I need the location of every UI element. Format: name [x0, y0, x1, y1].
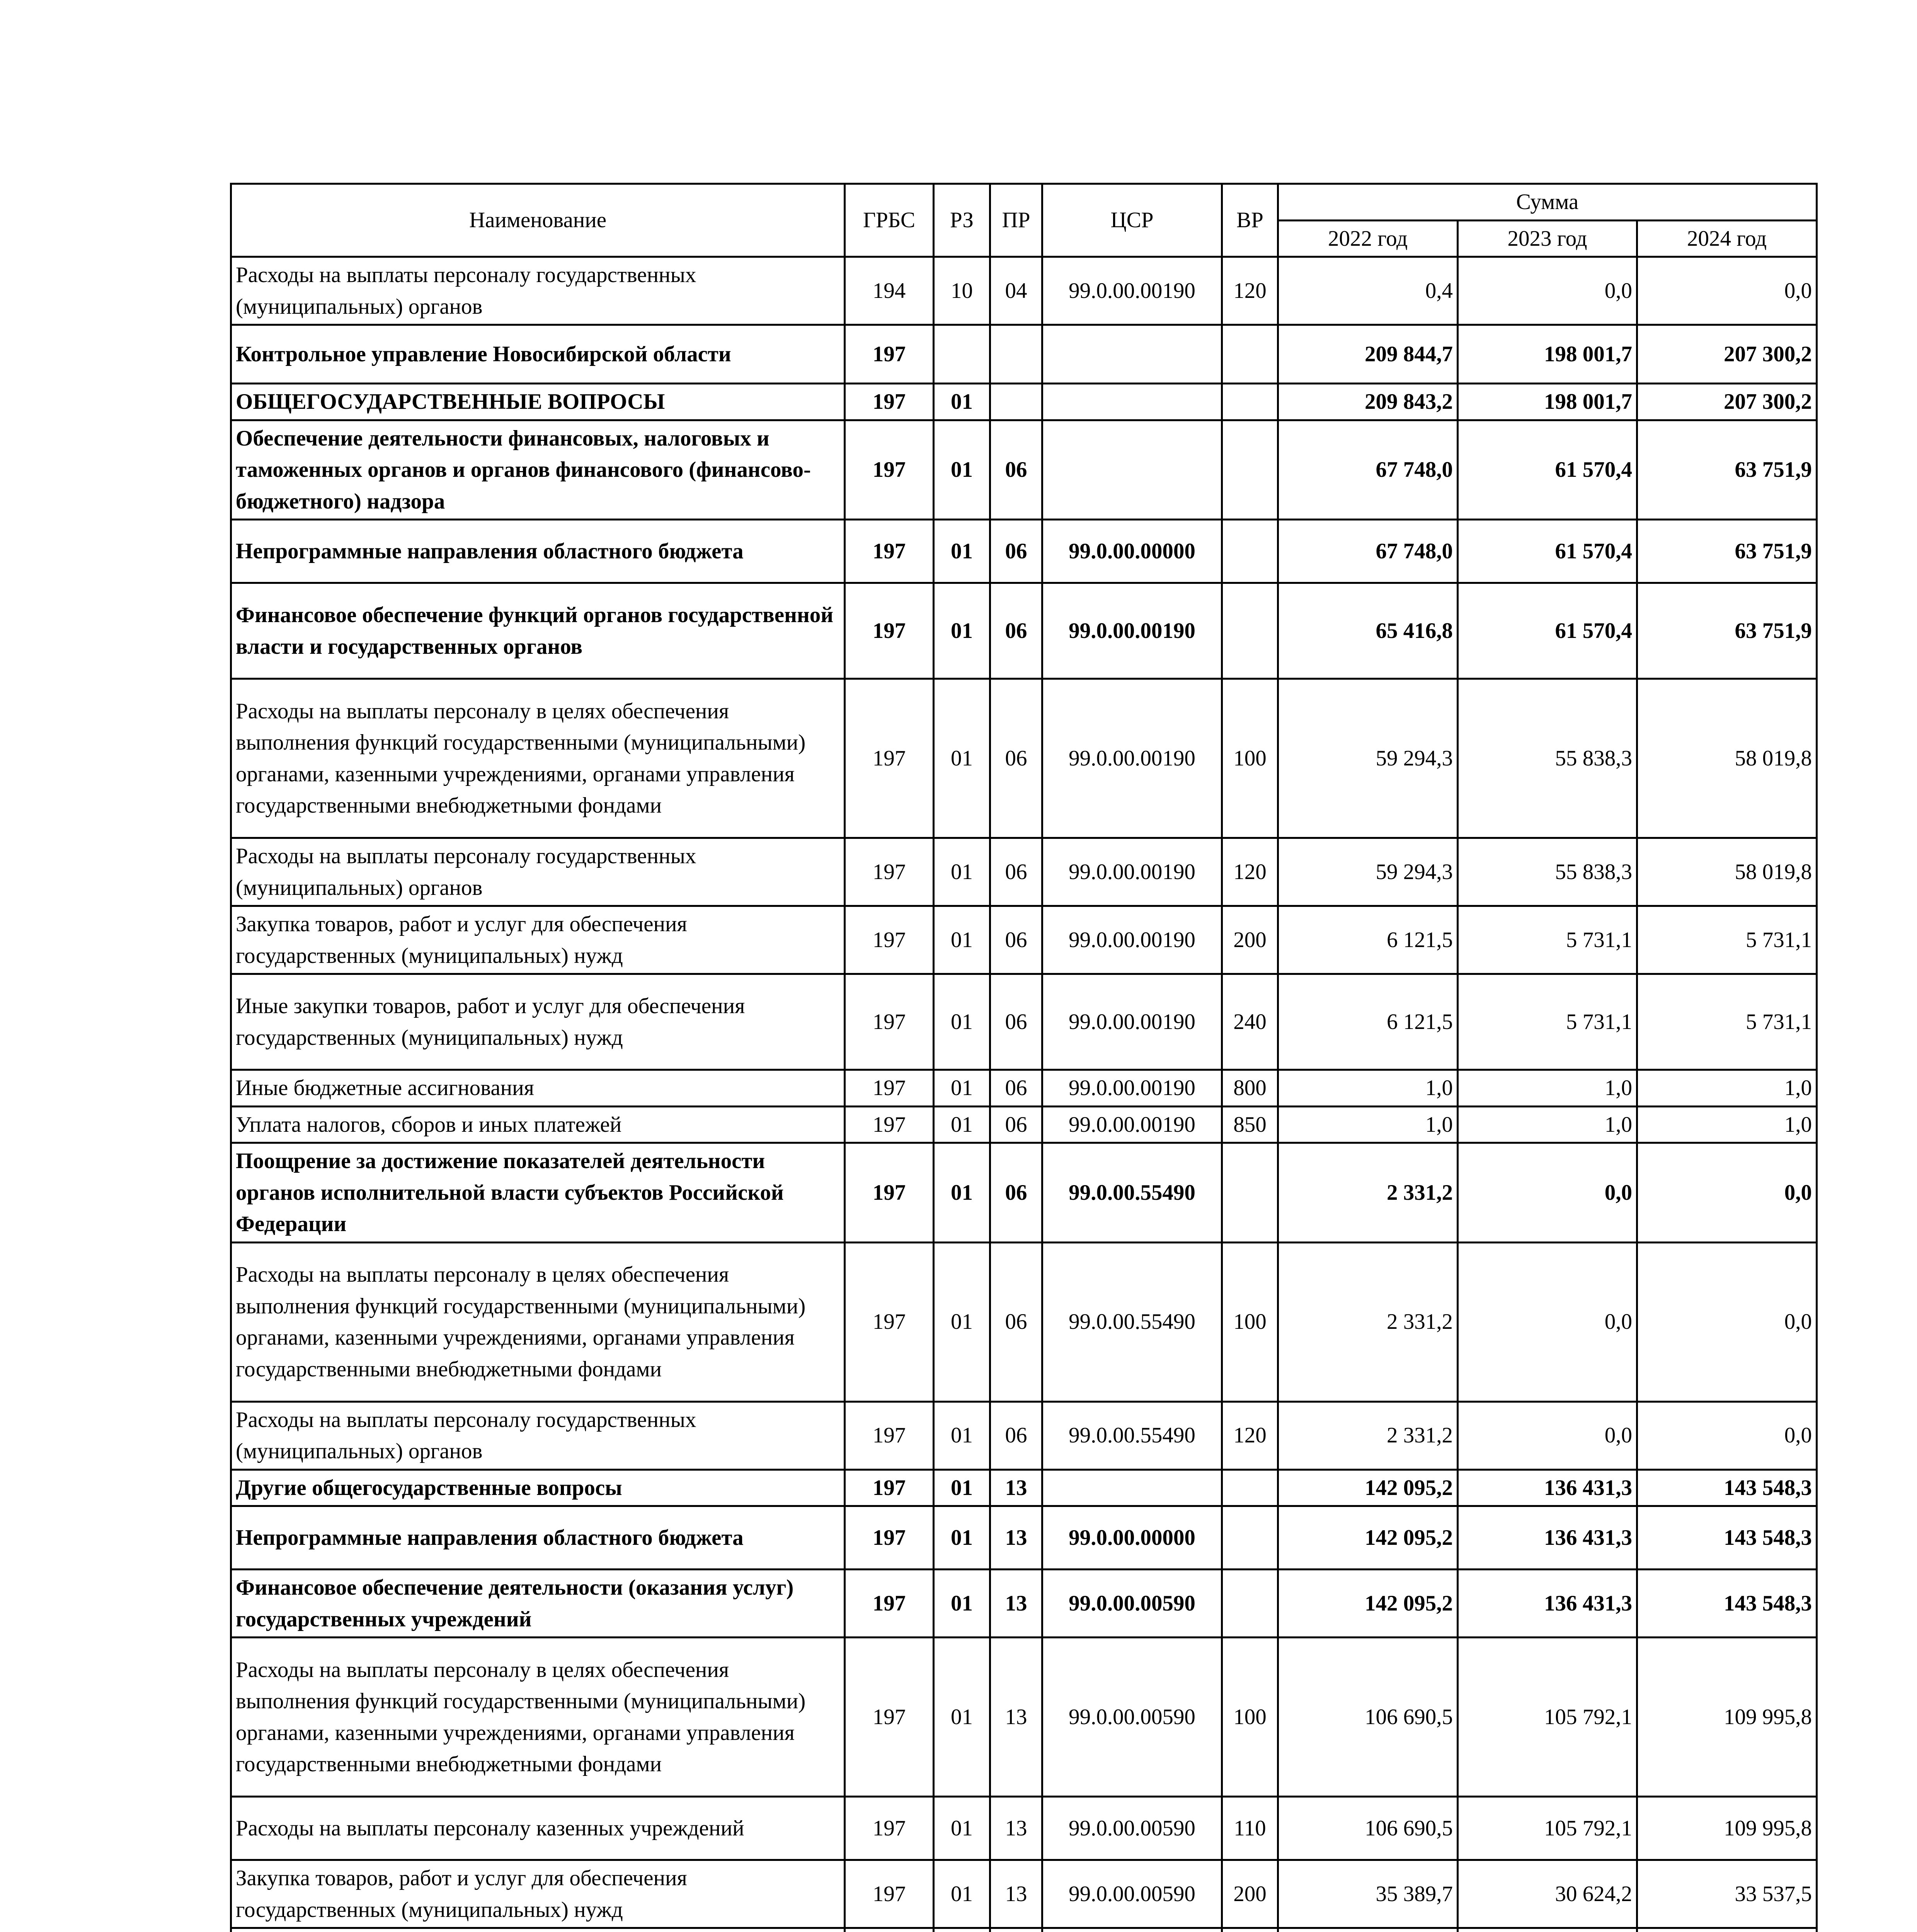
- cell-sum-2022: 106 690,5: [1278, 1638, 1458, 1797]
- cell-sum-2024: 0,0: [1637, 1143, 1817, 1243]
- cell-csr: 99.0.00.00190: [1042, 1106, 1222, 1143]
- cell-csr: 99.0.00.55490: [1042, 1143, 1222, 1243]
- header-rz: РЗ: [934, 184, 990, 257]
- cell-sum-2024: 58 019,8: [1637, 679, 1817, 838]
- cell-csr: 99.0.00.00590: [1042, 1570, 1222, 1638]
- cell-pr: 06: [990, 420, 1042, 520]
- cell-csr: 99.0.00.00590: [1042, 1860, 1222, 1928]
- cell-sum-2023: 0,0: [1458, 1242, 1637, 1401]
- cell-sum-2023: 61 570,4: [1458, 420, 1637, 520]
- cell-sum-2022: 2 331,2: [1278, 1401, 1458, 1469]
- cell-pr: 13: [990, 1797, 1042, 1860]
- cell-sum-2023: 198 001,7: [1458, 384, 1637, 420]
- cell-sum-2024: 207 300,2: [1637, 384, 1817, 420]
- cell-sum-2022: 2 331,2: [1278, 1143, 1458, 1243]
- cell-pr: 06: [990, 1242, 1042, 1401]
- cell-sum-2023: 136 431,3: [1458, 1570, 1637, 1638]
- cell-grbs: 194: [845, 257, 934, 325]
- table-row: [231, 1860, 1817, 1928]
- table-row: [231, 384, 1817, 420]
- cell-vr: [1222, 1143, 1278, 1243]
- cell-name: Закупка товаров, работ и услуг для обеспечения государственных (муниципальных) нужд: [231, 906, 845, 974]
- table-row: [231, 1928, 1817, 1932]
- cell-name: Расходы на выплаты персоналу государственных (муниципальных) органов: [231, 257, 845, 325]
- table-row: [231, 1070, 1817, 1107]
- cell-sum-2023: 136 431,3: [1458, 1506, 1637, 1570]
- cell-sum-2023: 0,0: [1458, 1143, 1637, 1243]
- table-row: [231, 1469, 1817, 1506]
- cell-name: Иные закупки товаров, работ и услуг для обеспечения государственных (муниципальных) нужд: [231, 974, 845, 1070]
- cell-grbs: 197: [845, 1401, 934, 1469]
- cell-grbs: 197: [845, 1570, 934, 1638]
- cell-sum-2024: 0,0: [1637, 1242, 1817, 1401]
- cell-rz: 01: [934, 1860, 990, 1928]
- cell-sum-2022: 6 121,5: [1278, 974, 1458, 1070]
- cell-name: [231, 1928, 845, 1932]
- cell-sum-2023: 1,0: [1458, 1106, 1637, 1143]
- cell-csr: [1042, 384, 1222, 420]
- cell-csr: 99.0.00.00000: [1042, 520, 1222, 583]
- cell-grbs: 197: [845, 974, 934, 1070]
- cell-name: Расходы на выплаты персоналу казенных учреждений: [231, 1797, 845, 1860]
- cell-rz: 01: [934, 1570, 990, 1638]
- cell-sum-2022: 106 690,5: [1278, 1797, 1458, 1860]
- cell-rz: [934, 1928, 990, 1932]
- cell-rz: 01: [934, 384, 990, 420]
- cell-rz: 01: [934, 1638, 990, 1797]
- cell-sum-2024: 0,0: [1637, 257, 1817, 325]
- table-row: [231, 257, 1817, 325]
- table-header: [231, 184, 1817, 257]
- table-row: [231, 1242, 1817, 1401]
- cell-grbs: 197: [845, 1506, 934, 1570]
- cell-rz: 01: [934, 1143, 990, 1243]
- header-csr: ЦСР: [1042, 184, 1222, 257]
- cell-rz: 01: [934, 906, 990, 974]
- cell-sum-2022: 6 121,5: [1278, 906, 1458, 974]
- cell-pr: [990, 384, 1042, 420]
- header-name: Наименование: [231, 184, 845, 257]
- cell-rz: 01: [934, 1106, 990, 1143]
- cell-vr: 200: [1222, 1860, 1278, 1928]
- cell-name: Расходы на выплаты персоналу в целях обеспечения выполнения функций государственными (муниципальными) органами, казенными учреждениями, органами управления государственными внебюджетными фондами: [231, 1638, 845, 1797]
- cell-name: Финансовое обеспечение функций органов государственной власти и государственных органов: [231, 583, 845, 679]
- cell-sum-2023: 55 838,3: [1458, 679, 1637, 838]
- cell-rz: 01: [934, 520, 990, 583]
- cell-grbs: 197: [845, 838, 934, 906]
- cell-sum-2022: 1,0: [1278, 1070, 1458, 1107]
- cell-name: Уплата налогов, сборов и иных платежей: [231, 1106, 845, 1143]
- cell-vr: 200: [1222, 906, 1278, 974]
- header-pr: ПР: [990, 184, 1042, 257]
- cell-name: Финансовое обеспечение деятельности (оказания услуг) государственных учреждений: [231, 1570, 845, 1638]
- cell-sum-2022: 142 095,2: [1278, 1570, 1458, 1638]
- cell-pr: 13: [990, 1570, 1042, 1638]
- cell-rz: 01: [934, 1797, 990, 1860]
- cell-sum-2022: 209 843,2: [1278, 384, 1458, 420]
- cell-sum-2024: 1,0: [1637, 1070, 1817, 1107]
- cell-vr: [1222, 384, 1278, 420]
- cell-sum-2022: 35 389,7: [1278, 1860, 1458, 1928]
- cell-sum-2024: 63 751,9: [1637, 420, 1817, 520]
- cell-sum-2023: 61 570,4: [1458, 583, 1637, 679]
- cell-sum-2024: 109 995,8: [1637, 1638, 1817, 1797]
- cell-pr: 06: [990, 906, 1042, 974]
- cell-grbs: 197: [845, 583, 934, 679]
- cell-sum-2024: 143 548,3: [1637, 1506, 1817, 1570]
- cell-rz: 01: [934, 1401, 990, 1469]
- table-row: [231, 906, 1817, 974]
- cell-sum-2023: 105 792,1: [1458, 1797, 1637, 1860]
- cell-pr: 13: [990, 1506, 1042, 1570]
- cell-name: Расходы на выплаты персоналу государственных (муниципальных) органов: [231, 1401, 845, 1469]
- cell-vr: 120: [1222, 1401, 1278, 1469]
- header-year-2024: 2024 год: [1637, 220, 1817, 257]
- cell-name: Расходы на выплаты персоналу в целях обеспечения выполнения функций государственными (муниципальными) органами, казенными учреждениями, органами управления государственными внебюджетными фондами: [231, 679, 845, 838]
- cell-vr: 120: [1222, 257, 1278, 325]
- cell-sum-2024: 143 548,3: [1637, 1469, 1817, 1506]
- cell-sum-2023: [1458, 1928, 1637, 1932]
- cell-csr: 99.0.00.00190: [1042, 1070, 1222, 1107]
- cell-pr: 06: [990, 1106, 1042, 1143]
- cell-name: Поощрение за достижение показателей деятельности органов исполнительной власти субъектов Российской Федерации: [231, 1143, 845, 1243]
- cell-sum-2023: 0,0: [1458, 257, 1637, 325]
- table-row: [231, 325, 1817, 384]
- cell-rz: [934, 325, 990, 384]
- cell-pr: [990, 325, 1042, 384]
- cell-pr: 06: [990, 520, 1042, 583]
- cell-name: Другие общегосударственные вопросы: [231, 1469, 845, 1506]
- cell-sum-2022: 0,4: [1278, 257, 1458, 325]
- cell-csr: 99.0.00.55490: [1042, 1242, 1222, 1401]
- cell-grbs: 197: [845, 520, 934, 583]
- cell-rz: 01: [934, 1506, 990, 1570]
- cell-sum-2024: 63 751,9: [1637, 583, 1817, 679]
- cell-csr: 99.0.00.00190: [1042, 838, 1222, 906]
- cell-vr: 100: [1222, 679, 1278, 838]
- cell-name: Расходы на выплаты персоналу государственных (муниципальных) органов: [231, 838, 845, 906]
- cell-grbs: 197: [845, 1143, 934, 1243]
- cell-sum-2022: 209 844,7: [1278, 325, 1458, 384]
- cell-name: Непрограммные направления областного бюджета: [231, 1506, 845, 1570]
- cell-rz: 01: [934, 974, 990, 1070]
- cell-rz: 01: [934, 1242, 990, 1401]
- cell-vr: 800: [1222, 1070, 1278, 1107]
- budget-table: [230, 183, 1818, 1932]
- cell-vr: [1222, 1928, 1278, 1932]
- cell-csr: 99.0.00.00590: [1042, 1638, 1222, 1797]
- cell-csr: 99.0.00.00000: [1042, 1506, 1222, 1570]
- cell-rz: 01: [934, 1469, 990, 1506]
- cell-sum-2024: 5 731,1: [1637, 906, 1817, 974]
- cell-sum-2023: 136 431,3: [1458, 1469, 1637, 1506]
- cell-sum-2022: 59 294,3: [1278, 679, 1458, 838]
- header-grbs: ГРБС: [845, 184, 934, 257]
- cell-pr: 06: [990, 583, 1042, 679]
- cell-sum-2024: 207 300,2: [1637, 325, 1817, 384]
- table-row: [231, 1506, 1817, 1570]
- cell-grbs: 197: [845, 1860, 934, 1928]
- cell-pr: 13: [990, 1638, 1042, 1797]
- cell-rz: 01: [934, 583, 990, 679]
- cell-grbs: 197: [845, 384, 934, 420]
- header-year-2022: 2022 год: [1278, 220, 1458, 257]
- cell-sum-2023: 30 624,2: [1458, 1860, 1637, 1928]
- cell-sum-2024: 5 731,1: [1637, 974, 1817, 1070]
- table-row: [231, 1638, 1817, 1797]
- cell-sum-2024: 109 995,8: [1637, 1797, 1817, 1860]
- cell-vr: 240: [1222, 974, 1278, 1070]
- cell-csr: 99.0.00.00190: [1042, 906, 1222, 974]
- cell-sum-2023: 0,0: [1458, 1401, 1637, 1469]
- cell-csr: 99.0.00.00190: [1042, 257, 1222, 325]
- cell-vr: [1222, 325, 1278, 384]
- cell-sum-2023: 5 731,1: [1458, 906, 1637, 974]
- cell-grbs: 197: [845, 1797, 934, 1860]
- cell-name: ОБЩЕГОСУДАРСТВЕННЫЕ ВОПРОСЫ: [231, 384, 845, 420]
- cell-vr: [1222, 1506, 1278, 1570]
- cell-sum-2022: 67 748,0: [1278, 520, 1458, 583]
- cell-rz: 01: [934, 679, 990, 838]
- cell-rz: 01: [934, 838, 990, 906]
- cell-pr: 06: [990, 679, 1042, 838]
- cell-csr: 99.0.00.00190: [1042, 583, 1222, 679]
- cell-sum-2024: 58 019,8: [1637, 838, 1817, 906]
- cell-grbs: 197: [845, 1242, 934, 1401]
- cell-pr: 06: [990, 838, 1042, 906]
- header-sum: Сумма: [1278, 184, 1817, 221]
- cell-grbs: 197: [845, 1469, 934, 1506]
- cell-csr: 99.0.00.55490: [1042, 1401, 1222, 1469]
- cell-vr: 100: [1222, 1638, 1278, 1797]
- cell-sum-2024: [1637, 1928, 1817, 1932]
- cell-grbs: 197: [845, 420, 934, 520]
- table-row: [231, 520, 1817, 583]
- cell-sum-2022: 142 095,2: [1278, 1469, 1458, 1506]
- cell-name: Контрольное управление Новосибирской области: [231, 325, 845, 384]
- cell-csr: [1042, 1469, 1222, 1506]
- cell-grbs: 197: [845, 679, 934, 838]
- cell-sum-2024: 0,0: [1637, 1401, 1817, 1469]
- cell-pr: 06: [990, 1070, 1042, 1107]
- table-row: [231, 583, 1817, 679]
- cell-sum-2022: 59 294,3: [1278, 838, 1458, 906]
- cell-csr: 99.0.00.00190: [1042, 974, 1222, 1070]
- cell-sum-2023: 61 570,4: [1458, 520, 1637, 583]
- cell-sum-2022: 65 416,8: [1278, 583, 1458, 679]
- cell-pr: 13: [990, 1469, 1042, 1506]
- cell-pr: 06: [990, 1401, 1042, 1469]
- header-vr: ВР: [1222, 184, 1278, 257]
- cell-grbs: [845, 1928, 934, 1932]
- cell-sum-2023: 105 792,1: [1458, 1638, 1637, 1797]
- table-row: [231, 420, 1817, 520]
- cell-rz: 01: [934, 420, 990, 520]
- table-body: [231, 257, 1817, 1932]
- cell-vr: [1222, 1469, 1278, 1506]
- cell-csr: 99.0.00.00190: [1042, 679, 1222, 838]
- table-row: [231, 1570, 1817, 1638]
- cell-sum-2024: 143 548,3: [1637, 1570, 1817, 1638]
- cell-vr: 850: [1222, 1106, 1278, 1143]
- table-row: [231, 1143, 1817, 1243]
- cell-sum-2023: 1,0: [1458, 1070, 1637, 1107]
- cell-vr: 100: [1222, 1242, 1278, 1401]
- cell-sum-2024: 33 537,5: [1637, 1860, 1817, 1928]
- cell-sum-2024: 63 751,9: [1637, 520, 1817, 583]
- cell-grbs: 197: [845, 906, 934, 974]
- cell-grbs: 197: [845, 1070, 934, 1107]
- cell-sum-2022: 1,0: [1278, 1106, 1458, 1143]
- cell-sum-2024: 1,0: [1637, 1106, 1817, 1143]
- table-row: [231, 974, 1817, 1070]
- cell-vr: 120: [1222, 838, 1278, 906]
- cell-grbs: 197: [845, 325, 934, 384]
- cell-pr: [990, 1928, 1042, 1932]
- cell-sum-2022: 142 095,2: [1278, 1506, 1458, 1570]
- table-row: [231, 679, 1817, 838]
- cell-vr: [1222, 583, 1278, 679]
- table-row: [231, 1401, 1817, 1469]
- cell-name: Обеспечение деятельности финансовых, налоговых и таможенных органов и органов финансового (финансово-бюджетного) надзора: [231, 420, 845, 520]
- cell-name: Закупка товаров, работ и услуг для обеспечения государственных (муниципальных) нужд: [231, 1860, 845, 1928]
- cell-vr: [1222, 1570, 1278, 1638]
- cell-vr: 110: [1222, 1797, 1278, 1860]
- cell-sum-2023: 5 731,1: [1458, 974, 1637, 1070]
- cell-pr: 13: [990, 1860, 1042, 1928]
- cell-name: Иные бюджетные ассигнования: [231, 1070, 845, 1107]
- cell-grbs: 197: [845, 1638, 934, 1797]
- cell-csr: [1042, 325, 1222, 384]
- cell-pr: 04: [990, 257, 1042, 325]
- table-row: [231, 1797, 1817, 1860]
- table-row: [231, 1106, 1817, 1143]
- cell-csr: [1042, 1928, 1222, 1932]
- cell-csr: [1042, 420, 1222, 520]
- cell-sum-2023: 198 001,7: [1458, 325, 1637, 384]
- cell-grbs: 197: [845, 1106, 934, 1143]
- cell-name: Расходы на выплаты персоналу в целях обеспечения выполнения функций государственными (муниципальными) органами, казенными учреждениями, органами управления государственными внебюджетными фондами: [231, 1242, 845, 1401]
- cell-sum-2022: 2 331,2: [1278, 1242, 1458, 1401]
- cell-name: Непрограммные направления областного бюджета: [231, 520, 845, 583]
- cell-sum-2023: 55 838,3: [1458, 838, 1637, 906]
- cell-rz: 01: [934, 1070, 990, 1107]
- cell-pr: 06: [990, 974, 1042, 1070]
- cell-sum-2022: [1278, 1928, 1458, 1932]
- header-year-2023: 2023 год: [1458, 220, 1637, 257]
- cell-vr: [1222, 420, 1278, 520]
- cell-csr: 99.0.00.00590: [1042, 1797, 1222, 1860]
- cell-vr: [1222, 520, 1278, 583]
- table-row: [231, 838, 1817, 906]
- cell-sum-2022: 67 748,0: [1278, 420, 1458, 520]
- cell-pr: 06: [990, 1143, 1042, 1243]
- cell-rz: 10: [934, 257, 990, 325]
